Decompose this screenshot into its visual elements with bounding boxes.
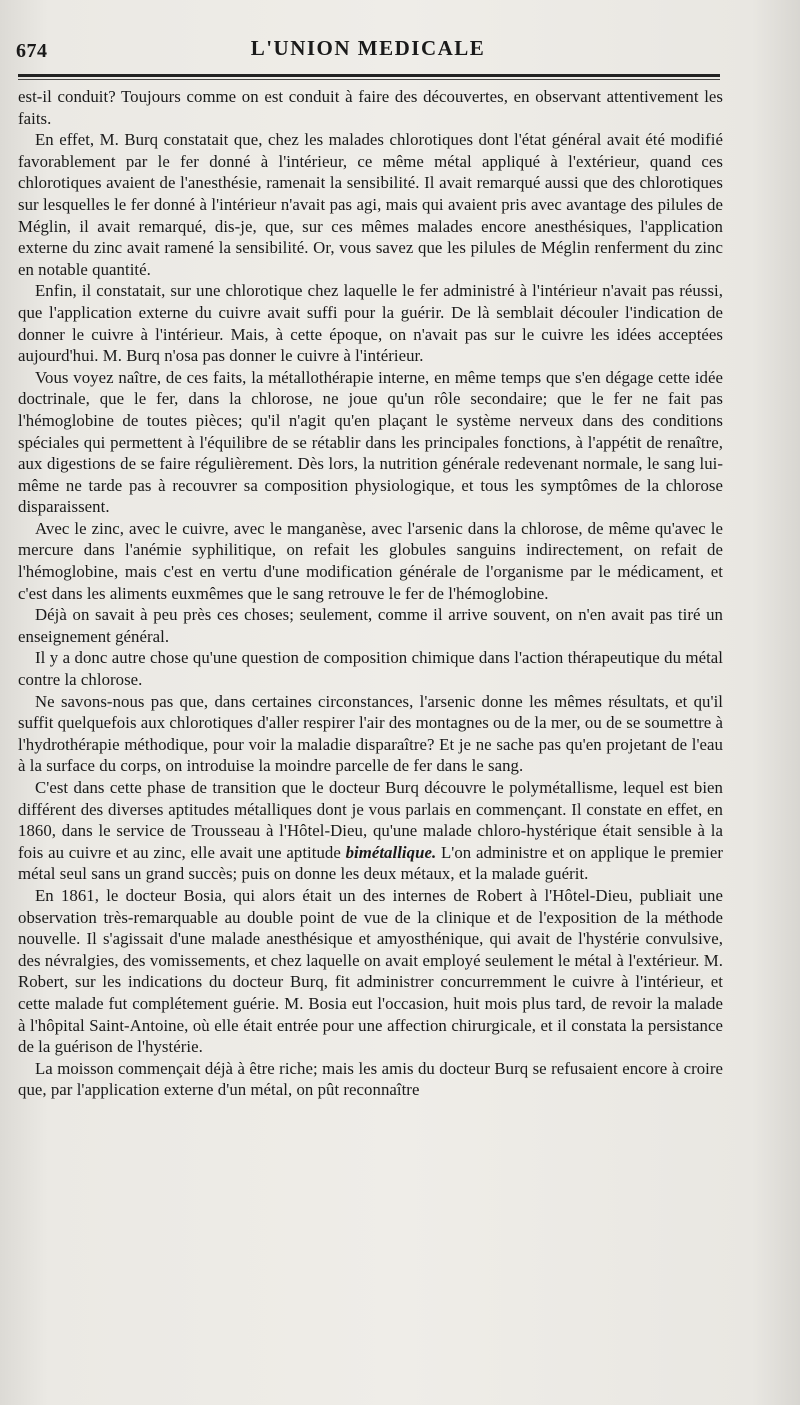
paragraph-1: est-il conduit? Toujours comme on est conduit à faire des découvertes, en observant attentivement les faits. xyxy=(18,87,723,128)
paragraph-5: Avec le zinc, avec le cuivre, avec le manganèse, avec l'arsenic dans la chlorose, de même qu'avec le mercure dans l'anémie syphilitique, on refait les globules sanguins indirectement, on refait de l'hémoglobine, mais c'est en vertu d'une modification générale de l'organisme par le médicament, et c'est dans les aliments euxmêmes que le sang retrouve le fer de l'hémoglobine. xyxy=(18,518,723,603)
header-rule-thin xyxy=(18,79,720,80)
paragraph-9 xyxy=(18,777,723,885)
paragraph-10: En 1861, le docteur Bosia, qui alors était un des internes de Robert à l'Hôtel-Dieu, publiait une observation très-remarquable au double point de vue de la clinique et de l'exposition de la méthode nouvelle. Il s'agissait d'une malade anesthésique et amyosthénique, qui avait de l'hystérie convulsive, des névralgies, des vomissements, et chez laquelle on avait employé seulement le métal à l'extérieur. M. Robert, sur les indications du docteur Burq, fit administrer concurremment le cuivre à l'intérieur, et cette malade fut complétement guérie. M. Bosia eut l'occasion, huit mois plus tard, de revoir la malade à l'hôpital Saint-Antoine, où elle était entrée pour une affection chirurgicale, et il constata la persistance de la guérison de l'hystérie. xyxy=(18,885,723,1057)
header-rule xyxy=(18,74,720,77)
emphasized-term: bimétallique. xyxy=(345,842,437,862)
paragraph-9-text-before: C'est dans cette phase de transition que le docteur Burq découvre le polymétallisme, lequel est bien différent des diverses aptitudes métalliques dont je vous parlais en commençant. Il constate en effet, en 1860, dans le service de Trousseau à l'Hôtel-Dieu, qu'une malade chloro-hystérique était sensible à la fois au cuivre et au zinc, elle avait une aptitude xyxy=(18,778,723,862)
paragraph-9-text-after: L'on administre et on applique le premier métal seul sans un grand succès; puis on donne les deux métaux, et la malade guérit. xyxy=(18,842,723,884)
paragraph-8: Ne savons-nous pas que, dans certaines circonstances, l'arsenic donne les mêmes résultats, et qu'il suffit quelquefois aux chlorotiques d'aller respirer l'air des montagnes ou de la mer, ou de se soumettre à l'hydrothérapie méthodique, pour voir la maladie disparaître? Et je ne sache pas qu'en projetant de l'eau à la surface du corps, on introduise la moindre parcelle de fer dans le sang. xyxy=(18,691,723,776)
paragraph-3: Enfin, il constatait, sur une chlorotique chez laquelle le fer administré à l'intérieur n'avait pas réussi, que l'application externe du cuivre avait suffi pour la guérir. De là semblait découler l'indication de donner le cuivre à l'intérieur. Mais, à cette époque, on n'avait pas sur le cuivre les idées acceptées aujourd'hui. M. Burq n'osa pas donner le cuivre à l'intérieur. xyxy=(18,281,723,366)
page-number: 674 xyxy=(16,40,48,62)
paragraph-2: En effet, M. Burq constatait que, chez les malades chlorotiques dont l'état général avait été modifié favorablement par le fer donné à l'intérieur, ce même métal appliqué à l'extérieur, quand ces chlorotiques avaient de l'anesthésie, ramenait la sensibilité. Il avait remarqué aussi que des chlorotiques sur lesquelles le fer donné à l'intérieur n'avait pas agi, mais qui avaient pris avec avantage des pilules de Méglin, il avait remarqué, dis-je, que, sur ces mêmes malades encore anesthésiques, l'application externe du zinc avait ramené la sensibilité. Or, vous savez que les pilules de Méglin renferment du zinc en notable quantité. xyxy=(18,130,723,279)
running-header xyxy=(16,26,720,66)
paragraph-11: La moisson commençait déjà à être riche; mais les amis du docteur Burq se refusaient encore à croire que, par l'application externe d'un métal, on pût reconnaître xyxy=(18,1058,723,1100)
paragraph-7: Il y a donc autre chose qu'une question de composition chimique dans l'action thérapeutique du métal contre la chlorose. xyxy=(18,648,723,690)
paragraph-6: Déjà on savait à peu près ces choses; seulement, comme il arrive souvent, on n'en avait pas tiré un enseignement général. xyxy=(18,605,723,646)
article-body xyxy=(18,86,723,1101)
journal-title: L'UNION MEDICALE xyxy=(250,36,486,60)
paragraph-4: Vous voyez naître, de ces faits, la métallothérapie interne, en même temps que s'en dégage cette idée doctrinale, que le fer, dans la chlorose, ne joue qu'un rôle secondaire; que le fer ne fait pas l'hémoglobine de toutes pièces; qu'il n'agit qu'en plaçant le système nerveux dans des conditions spéciales qui permettent à l'équilibre de se rétablir dans les principales fonctions, à l'appétit de renaître, aux digestions de se faire régulièrement. Dès lors, la nutrition générale redevenant normale, le sang lui-même ne tarde pas à recouvrer sa composition physiologique, et tous les symptômes de la chlorose disparaissent. xyxy=(18,367,723,517)
